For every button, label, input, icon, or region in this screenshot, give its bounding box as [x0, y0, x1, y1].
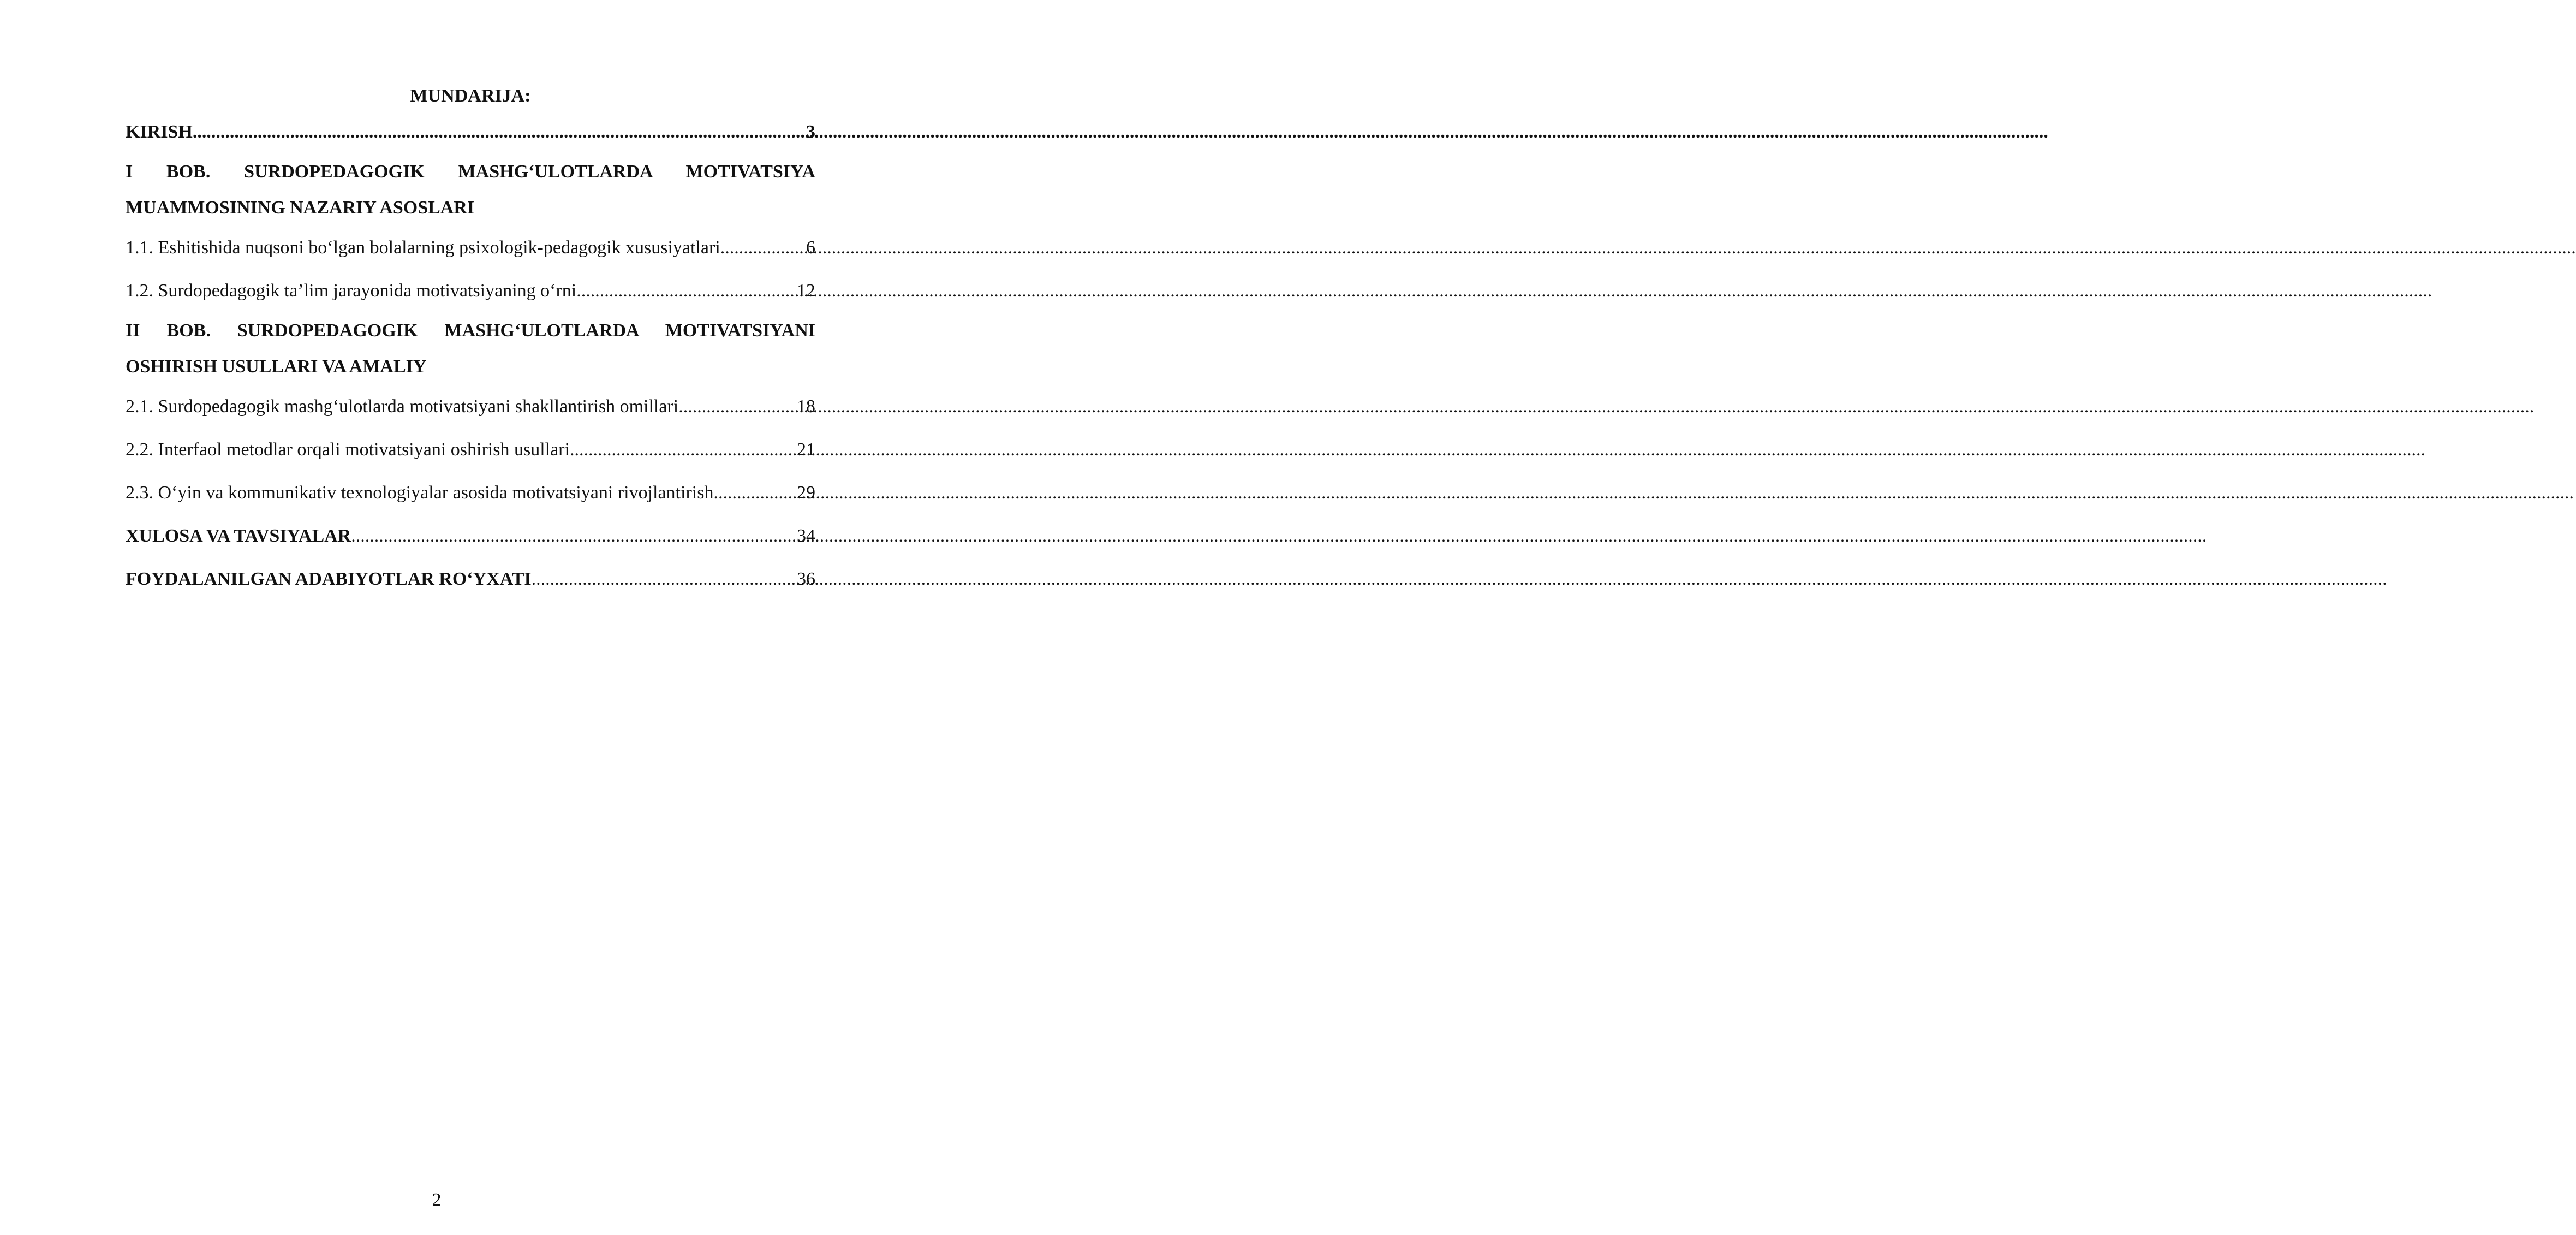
- toc-entry-text: 2.1. Surdopedagogik mashg‘ulotlarda motivatsiyani shakllantirish omillari: [126, 396, 679, 417]
- dot-leader: [718, 478, 797, 508]
- toc-title: MUNDARIJA:: [410, 86, 531, 106]
- toc-entry-adabiyotlar: [126, 564, 815, 595]
- toc-entry-page: 18: [797, 396, 815, 417]
- toc-chapter-1-heading: [126, 154, 815, 226]
- toc-entry-text: FOYDALANILGAN ADABIYOTLAR RO‘YXATI: [126, 569, 532, 589]
- toc-entry-text: 1.2. Surdopedagogik ta’lim jarayonida motivatsiyaning o‘rni: [126, 281, 577, 301]
- chapter-2-line-1: II BOB. SURDOPEDAGOGIK MASHG‘ULOTLARDA MOTIVATSIYANI: [126, 320, 815, 341]
- toc-entry-page: 36: [797, 569, 815, 589]
- dot-leader: [576, 276, 797, 306]
- toc-entry-2-2: [126, 435, 815, 465]
- dot-leader: [678, 391, 797, 422]
- toc-entry-1-1: [126, 233, 815, 263]
- toc-entry-1-2: [126, 276, 815, 306]
- toc-entry-text: 2.3. O‘yin va kommunikativ texnologiyalar asosida motivatsiyani rivojlantirish.: [126, 483, 718, 503]
- toc-entry-page: 29: [797, 483, 815, 503]
- toc-chapter-2-heading: [126, 313, 815, 385]
- chapter-1-line-1: I BOB. SURDOPEDAGOGIK MASHG‘ULOTLARDA MOTIVATSIYA: [126, 162, 815, 182]
- dot-leader: [570, 435, 797, 465]
- toc-entry-kirish: [126, 117, 815, 147]
- page-number: 2: [432, 1190, 442, 1210]
- dot-leader: [720, 233, 806, 263]
- toc-entry-text: 1.1. Eshitishida nuqsoni bo‘lgan bolalarning psixologik-pedagogik xususiyatlari: [126, 238, 720, 258]
- toc-entry-2-3: [126, 478, 815, 508]
- toc-entry-page: 6: [806, 238, 815, 258]
- toc-entry-text: KIRISH: [126, 122, 193, 142]
- toc-entry-2-1: [126, 391, 815, 422]
- toc-entry-page: 3: [806, 122, 815, 142]
- toc-entry-text: XULOSA VA TAVSIYALAR: [126, 526, 351, 546]
- chapter-2-line-2: OSHIRISH USULLARI VA AMALIY: [126, 357, 427, 377]
- toc-entry-page: 12: [797, 281, 815, 301]
- toc-entry-page: 34: [797, 526, 815, 546]
- table-of-contents: [126, 82, 815, 595]
- toc-entry-text: 2.2. Interfaol metodlar orqali motivatsiyani oshirish usullari: [126, 440, 570, 460]
- dot-leader: [351, 521, 797, 551]
- chapter-1-line-2: MUAMMOSINING NAZARIY ASOSLARI: [126, 198, 475, 218]
- toc-entry-page: 21: [797, 440, 815, 460]
- dot-leader: [193, 117, 806, 147]
- dot-leader: [532, 564, 797, 595]
- toc-entry-xulosa: [126, 521, 815, 551]
